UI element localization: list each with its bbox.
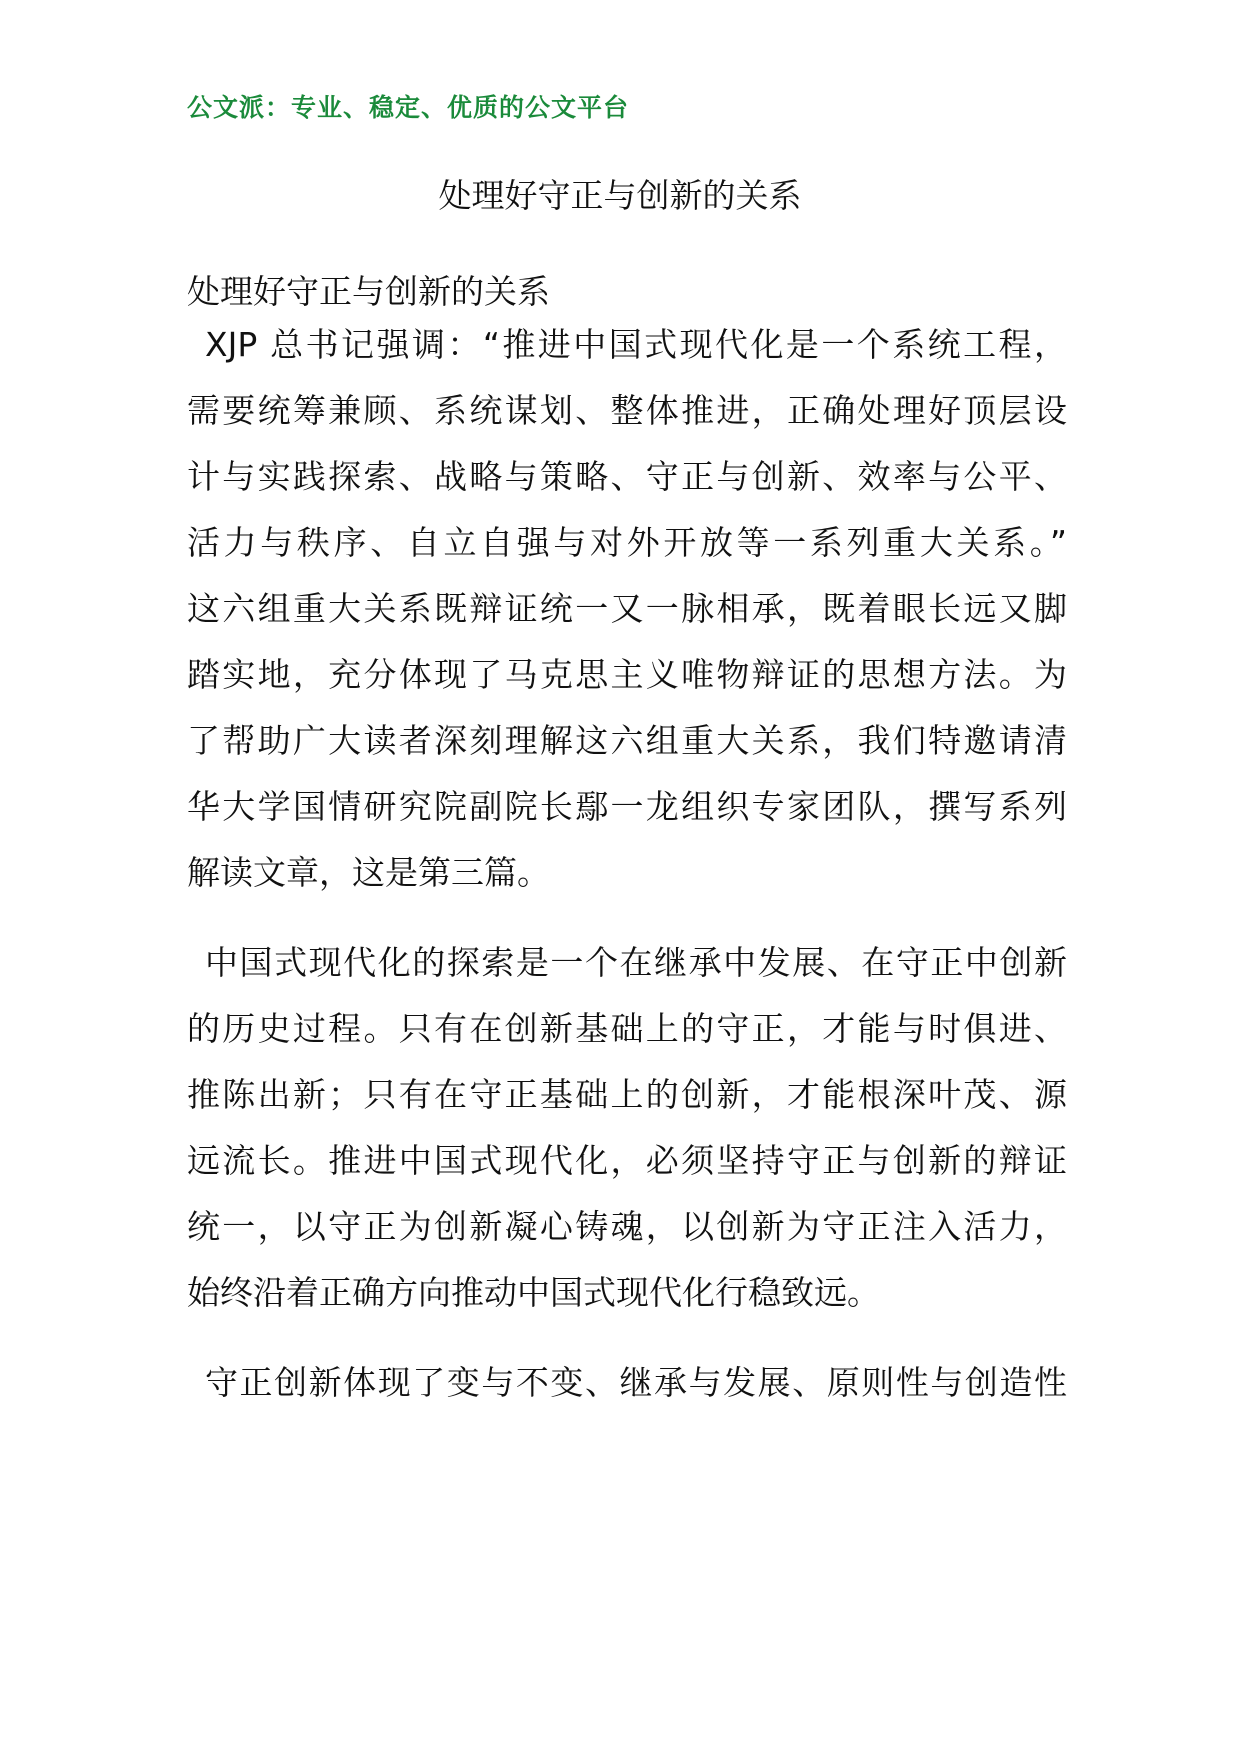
paragraph-line: 的历史过程。只有在创新基础上的守正，才能与时俱进、	[187, 1009, 1067, 1048]
paragraph-line: 需要统筹兼顾、系统谋划、整体推进，正确处理好顶层设	[187, 391, 1067, 430]
paragraph-line: 中国式现代化的探索是一个在继承中发展、在守正中创新	[205, 943, 1067, 982]
document-subtitle: 处理好守正与创新的关系	[187, 272, 550, 311]
paragraph-line: 华大学国情研究院副院长鄢一龙组织专家团队，撰写系列	[187, 787, 1067, 826]
header-banner: 公文派：专业、稳定、优质的公文平台	[187, 93, 630, 122]
document-title: 处理好守正与创新的关系	[438, 176, 802, 215]
paragraph-line: 了帮助广大读者深刻理解这六组重大关系，我们特邀请清	[187, 721, 1067, 760]
paragraph-line: 踏实地，充分体现了马克思主义唯物辩证的思想方法。为	[187, 655, 1067, 694]
paragraph-line: 计与实践探索、战略与策略、守正与创新、效率与公平、	[187, 457, 1067, 496]
paragraph-line: 活力与秩序、自立自强与对外开放等一系列重大关系。”	[187, 523, 1067, 562]
paragraph-line: 远流长。推进中国式现代化，必须坚持守正与创新的辩证	[187, 1141, 1067, 1180]
paragraph-line: 推陈出新；只有在守正基础上的创新，才能根深叶茂、源	[187, 1075, 1067, 1114]
paragraph-line: 守正创新体现了变与不变、继承与发展、原则性与创造性	[205, 1363, 1067, 1402]
paragraph-line: 始终沿着正确方向推动中国式现代化行稳致远。	[187, 1273, 880, 1312]
paragraph-line: XJP 总书记强调：“推进中国式现代化是一个系统工程，	[205, 325, 1067, 364]
paragraph-line: 解读文章，这是第三篇。	[187, 853, 550, 892]
paragraph-line: 统一，以守正为创新凝心铸魂，以创新为守正注入活力，	[187, 1207, 1067, 1246]
paragraph-line: 这六组重大关系既辩证统一又一脉相承，既着眼长远又脚	[187, 589, 1067, 628]
